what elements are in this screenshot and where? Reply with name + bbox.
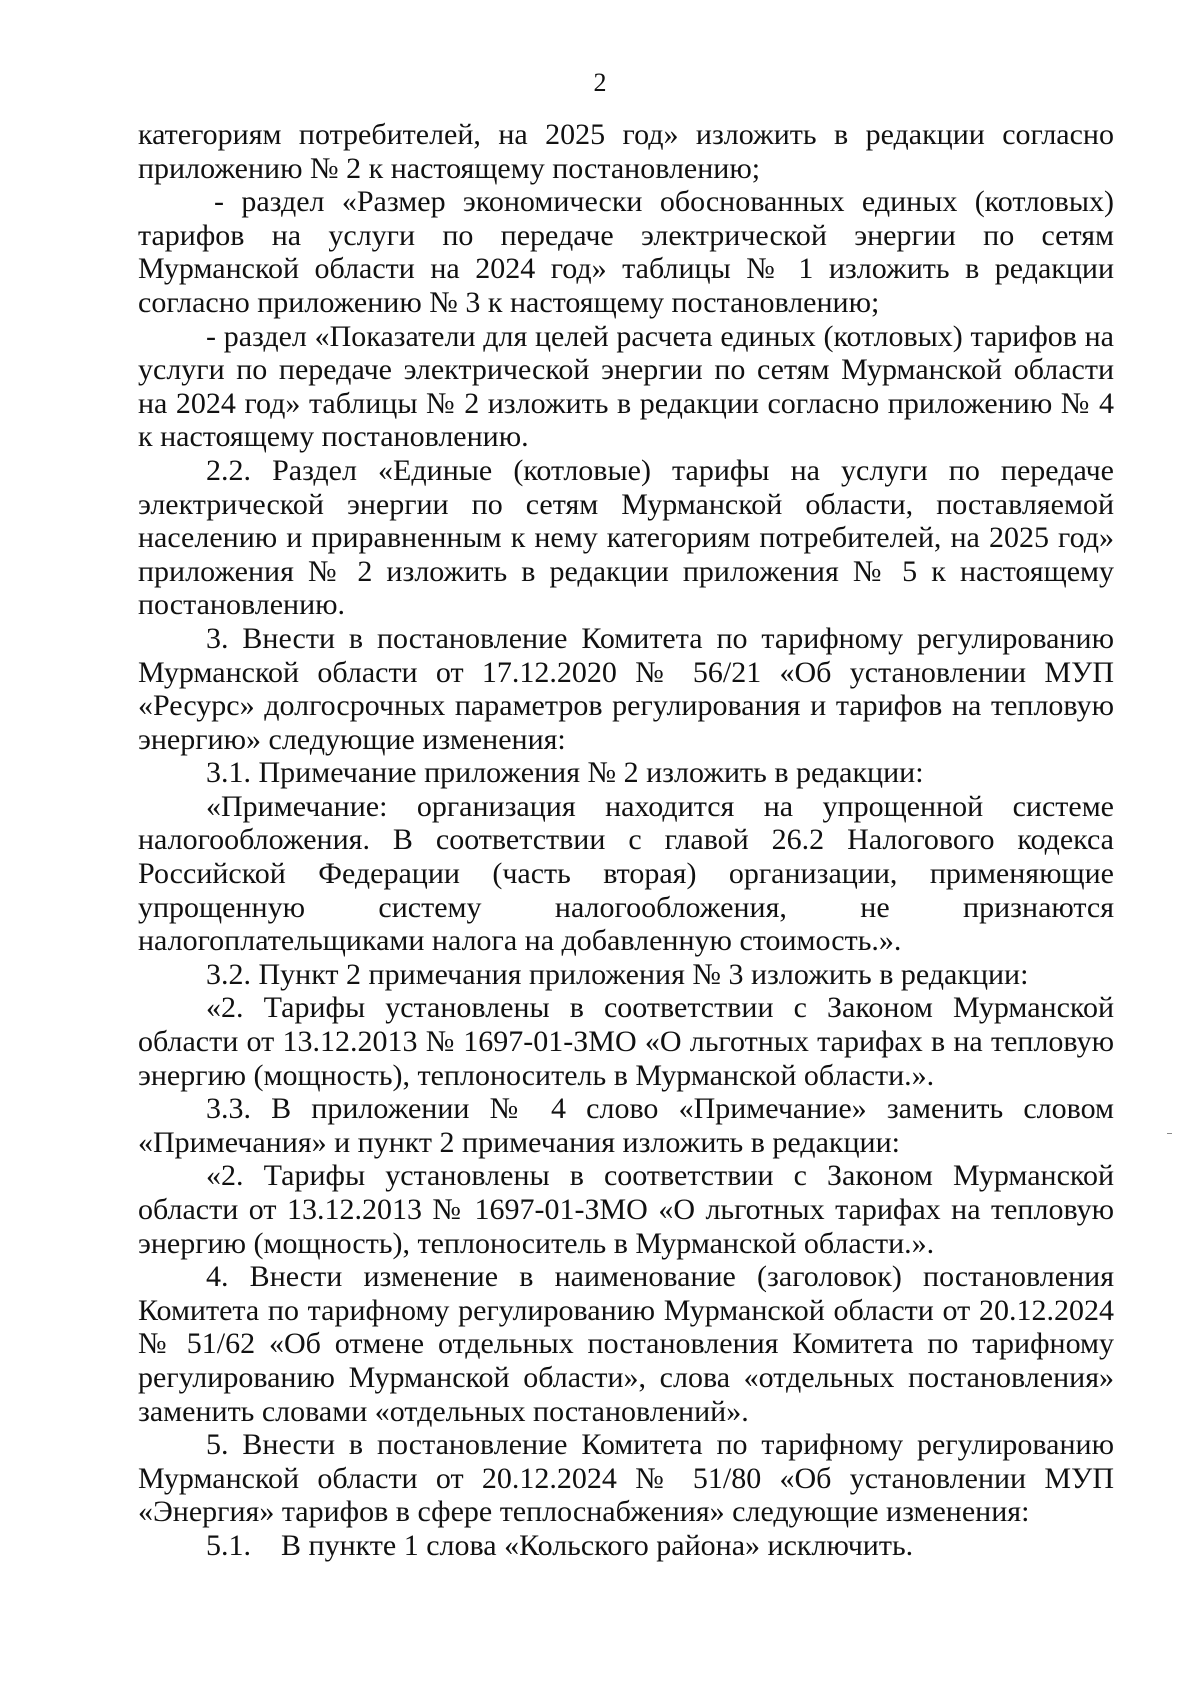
paragraph-item-3-3: 3.3. В приложении № 4 слово «Примечание» заменить словом «Примечания» и пункт 2 примечания изложить в редакции:	[138, 1092, 1114, 1159]
paragraph-item-4: 4. Внести изменение в наименование (заголовок) постановления Комитета по тарифному регулированию Мурманской области от 20.12.2024 № 51/62 «Об отмене отдельных постановления Комитета по тарифному регулированию Мурманской области», слова «отдельных постановления» заменить словами «отдельных постановлений».	[138, 1260, 1114, 1428]
paragraph-item-2-2: 2.2. Раздел «Единые (котловые) тарифы на услуги по передаче электрической энергии по сетям Мурманской области, поставляемой населению и приравненным к нему категориям потребителей, на 2025 год» приложения № 2 изложить в редакции приложения № 5 к настоящему постановлению.	[138, 453, 1114, 622]
item-5-1-number: 5.1.	[206, 1528, 251, 1562]
paragraph-item-5-1	[138, 1529, 1114, 1563]
paragraph-item-5: 5. Внести в постановление Комитета по тарифному регулированию Мурманской области от 20.12.2024 № 51/80 «Об установлении МУП «Энергия» тарифов в сфере теплоснабжения» следующие изменения:	[138, 1428, 1114, 1529]
page-number: 2	[593, 68, 607, 97]
paragraph-note-quote: «Примечание: организация находится на упрощенной системе налогообложения. В соответствии с главой 26.2 Налогового кодекса Российской Федерации (часть вторая) организации, применяющие упрощенную систему налогообложения, не признаются налогоплательщиками налога на добавленную стоимость.».	[138, 789, 1114, 958]
paragraph-section-table-2: - раздел «Показатели для целей расчета единых (котловых) тарифов на услуги по передаче электрической энергии по сетям Мурманской области на 2024 год» таблицы № 2 изложить в редакции согласно приложению № 4 к настоящему постановлению.	[138, 319, 1114, 454]
paragraph-tariff-quote-1: «2. Тарифы установлены в соответствии с Законом Мурманской области от 13.12.2013 № 1697-01-ЗМО «О льготных тарифах в на тепловую энергию (мощность), теплоноситель в Мурманской области.».	[138, 991, 1114, 1092]
paragraph-continuation: категориям потребителей, на 2025 год» изложить в редакции согласно приложению № 2 к настоящему постановлению;	[138, 118, 1114, 185]
document-body	[138, 118, 1114, 1563]
paragraph-item-3-1: 3.1. Примечание приложения № 2 изложить в редакции:	[206, 756, 924, 790]
scan-speck	[1167, 1133, 1172, 1134]
item-5-1-text: В пункте 1 слова «Кольского района» исключить.	[281, 1528, 914, 1562]
paragraph-item-3-2: 3.2. Пункт 2 примечания приложения № 3 изложить в редакции:	[206, 957, 1029, 991]
paragraph-item-3: 3. Внести в постановление Комитета по тарифному регулированию Мурманской области от 17.12.2020 № 56/21 «Об установлении МУП «Ресурс» долгосрочных параметров регулирования и тарифов на тепловую энергию» следующие изменения:	[138, 621, 1114, 756]
paragraph-tariff-quote-2: «2. Тарифы установлены в соответствии с Законом Мурманской области от 13.12.2013 № 1697-01-ЗМО «О льготных тарифах на тепловую энергию (мощность), теплоноситель в Мурманской области.».	[138, 1159, 1114, 1260]
paragraph-section-table-1: - раздел «Размер экономически обоснованных единых (котловых) тарифов на услуги по передаче электрической энергии по сетям Мурманской области на 2024 год» таблицы № 1 изложить в редакции согласно приложению № 3 к настоящему постановлению;	[138, 185, 1114, 319]
